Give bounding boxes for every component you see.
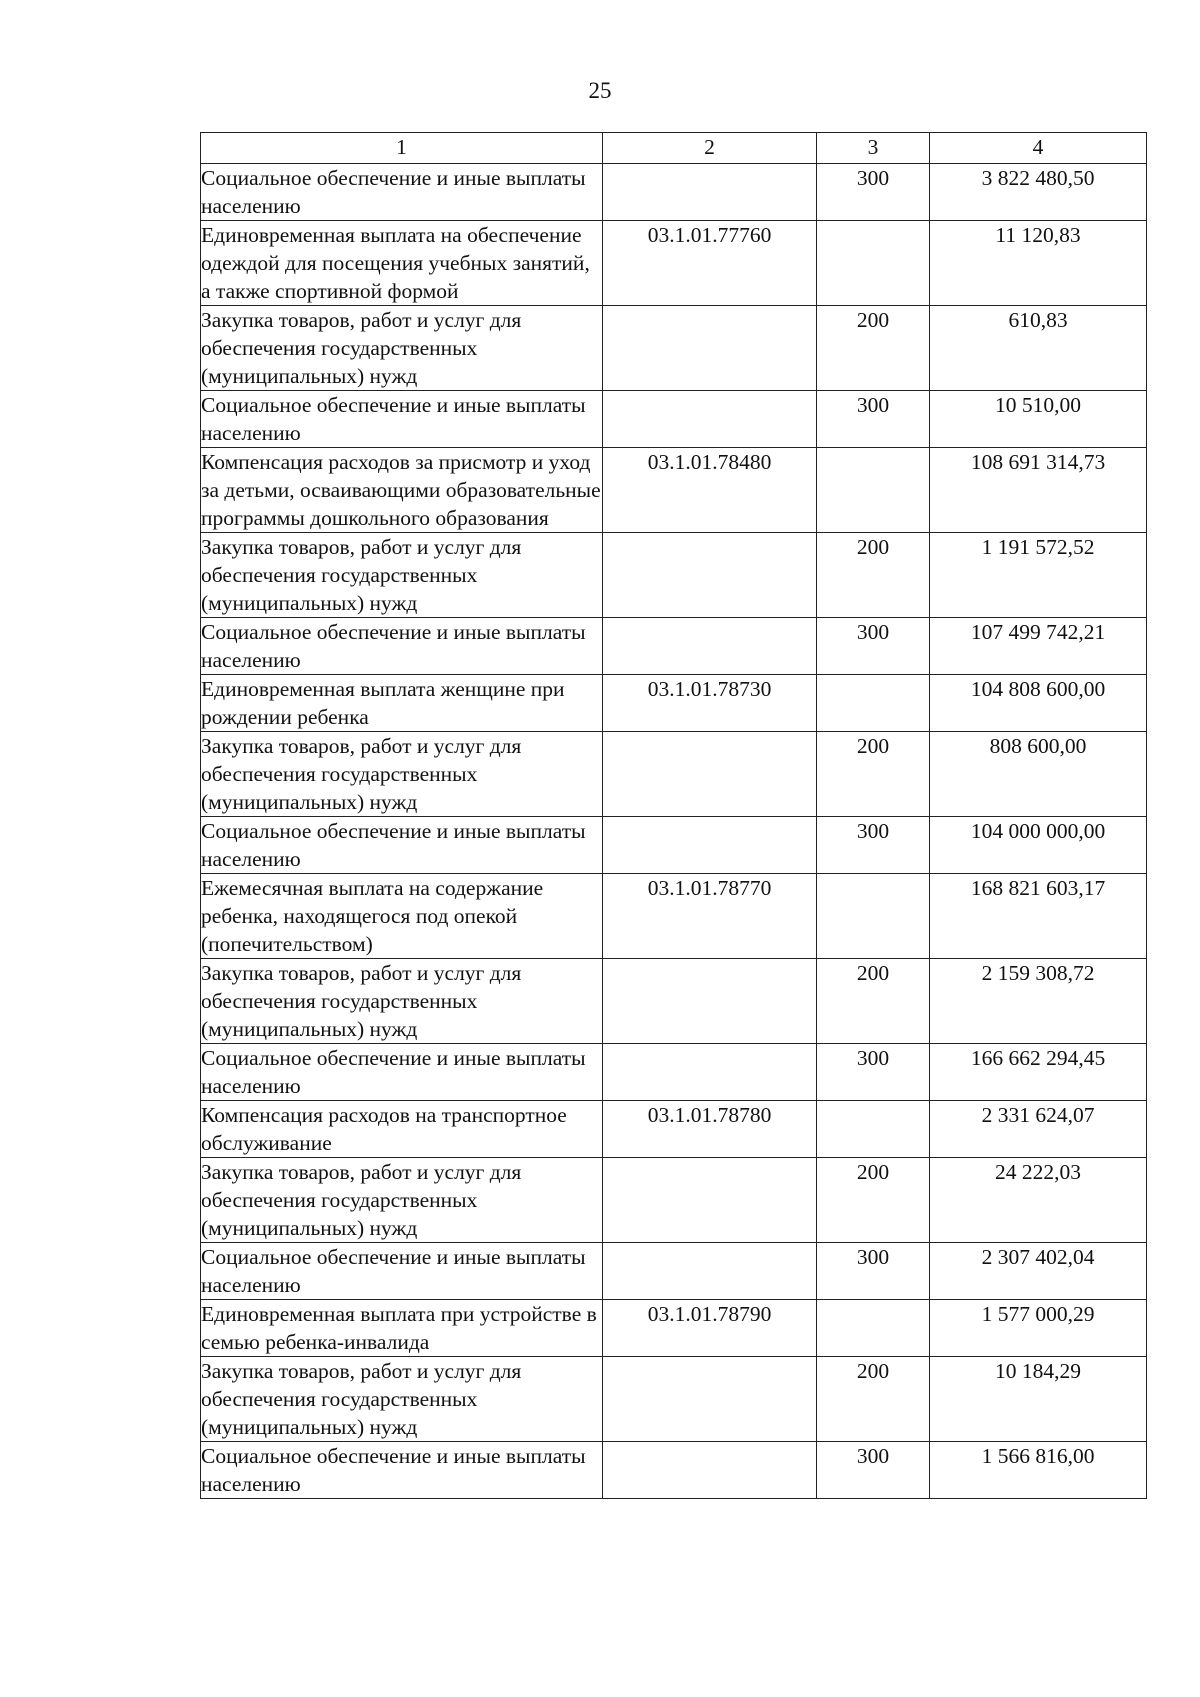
row-amount-cell: 808 600,00: [930, 732, 1147, 817]
row-code-cell: [603, 1243, 817, 1300]
row-amount-cell: 1 191 572,52: [930, 533, 1147, 618]
row-code-cell: 03.1.01.78730: [603, 675, 817, 732]
row-code-cell: [603, 164, 817, 221]
row-amount-cell: 2 159 308,72: [930, 959, 1147, 1044]
row-name-cell: Компенсация расходов за присмотр и уход за детьми, осваивающими образовательные программы дошкольного образования: [201, 448, 603, 533]
row-kind-cell: 200: [817, 306, 930, 391]
row-kind-cell: 300: [817, 817, 930, 874]
row-amount-cell: 168 821 603,17: [930, 874, 1147, 959]
table-row: [201, 1300, 1147, 1357]
row-kind-cell: [817, 221, 930, 306]
table-row: [201, 732, 1147, 817]
table-row: [201, 533, 1147, 618]
column-header-amount: 4: [930, 133, 1147, 164]
row-name-cell: Единовременная выплата на обеспечение одеждой для посещения учебных занятий, а также спортивной формой: [201, 221, 603, 306]
row-kind-cell: 300: [817, 164, 930, 221]
table-row: [201, 1044, 1147, 1101]
row-kind-cell: 200: [817, 959, 930, 1044]
row-kind-cell: 200: [817, 1357, 930, 1442]
row-name-cell: Закупка товаров, работ и услуг для обеспечения государственных (муниципальных) нужд: [201, 1158, 603, 1243]
row-amount-cell: 2 307 402,04: [930, 1243, 1147, 1300]
table-row: [201, 1442, 1147, 1499]
table-row: [201, 874, 1147, 959]
row-amount-cell: 1 566 816,00: [930, 1442, 1147, 1499]
column-header-name: 1: [201, 133, 603, 164]
table-row: [201, 959, 1147, 1044]
row-name-cell: Единовременная выплата при устройстве в семью ребенка-инвалида: [201, 1300, 603, 1357]
row-code-cell: [603, 618, 817, 675]
row-code-cell: 03.1.01.78790: [603, 1300, 817, 1357]
row-name-cell: Социальное обеспечение и иные выплаты населению: [201, 817, 603, 874]
row-amount-cell: 104 808 600,00: [930, 675, 1147, 732]
table-row: [201, 221, 1147, 306]
row-code-cell: [603, 391, 817, 448]
row-name-cell: Социальное обеспечение и иные выплаты населению: [201, 1243, 603, 1300]
table-row: [201, 1101, 1147, 1158]
row-kind-cell: [817, 1300, 930, 1357]
row-code-cell: [603, 732, 817, 817]
row-amount-cell: 1 577 000,29: [930, 1300, 1147, 1357]
column-header-code: 2: [603, 133, 817, 164]
table-row: [201, 817, 1147, 874]
row-amount-cell: 10 184,29: [930, 1357, 1147, 1442]
row-code-cell: 03.1.01.78780: [603, 1101, 817, 1158]
row-kind-cell: 300: [817, 618, 930, 675]
row-kind-cell: 200: [817, 533, 930, 618]
table-row: [201, 164, 1147, 221]
row-amount-cell: 10 510,00: [930, 391, 1147, 448]
row-kind-cell: 200: [817, 1158, 930, 1243]
column-header-kind: 3: [817, 133, 930, 164]
row-kind-cell: 300: [817, 1243, 930, 1300]
table-row: [201, 1243, 1147, 1300]
budget-table: [200, 132, 1147, 1499]
table-row: [201, 675, 1147, 732]
row-kind-cell: 300: [817, 1044, 930, 1101]
row-kind-cell: [817, 675, 930, 732]
row-code-cell: [603, 817, 817, 874]
table-row: [201, 306, 1147, 391]
row-code-cell: 03.1.01.77760: [603, 221, 817, 306]
table-body: [201, 164, 1147, 1499]
row-code-cell: [603, 533, 817, 618]
row-kind-cell: 300: [817, 391, 930, 448]
table-row: [201, 1158, 1147, 1243]
row-name-cell: Социальное обеспечение и иные выплаты населению: [201, 391, 603, 448]
table-row: [201, 391, 1147, 448]
row-code-cell: [603, 306, 817, 391]
table-header-row: [201, 133, 1147, 164]
row-name-cell: Закупка товаров, работ и услуг для обеспечения государственных (муниципальных) нужд: [201, 533, 603, 618]
row-code-cell: [603, 1044, 817, 1101]
row-kind-cell: 300: [817, 1442, 930, 1499]
row-code-cell: [603, 1442, 817, 1499]
row-name-cell: Социальное обеспечение и иные выплаты населению: [201, 1044, 603, 1101]
row-amount-cell: 107 499 742,21: [930, 618, 1147, 675]
row-kind-cell: [817, 1101, 930, 1158]
row-amount-cell: 166 662 294,45: [930, 1044, 1147, 1101]
row-amount-cell: 108 691 314,73: [930, 448, 1147, 533]
row-name-cell: Ежемесячная выплата на содержание ребенка, находящегося под опекой (попечительством): [201, 874, 603, 959]
row-name-cell: Социальное обеспечение и иные выплаты населению: [201, 1442, 603, 1499]
row-name-cell: Компенсация расходов на транспортное обслуживание: [201, 1101, 603, 1158]
row-amount-cell: 11 120,83: [930, 221, 1147, 306]
row-kind-cell: [817, 874, 930, 959]
row-amount-cell: 2 331 624,07: [930, 1101, 1147, 1158]
row-amount-cell: 3 822 480,50: [930, 164, 1147, 221]
row-code-cell: [603, 1158, 817, 1243]
row-name-cell: Закупка товаров, работ и услуг для обеспечения государственных (муниципальных) нужд: [201, 306, 603, 391]
table-row: [201, 1357, 1147, 1442]
page-number: 25: [588, 78, 612, 103]
row-name-cell: Социальное обеспечение и иные выплаты населению: [201, 618, 603, 675]
row-kind-cell: [817, 448, 930, 533]
row-code-cell: 03.1.01.78480: [603, 448, 817, 533]
table-row: [201, 618, 1147, 675]
row-code-cell: 03.1.01.78770: [603, 874, 817, 959]
row-name-cell: Закупка товаров, работ и услуг для обеспечения государственных (муниципальных) нужд: [201, 959, 603, 1044]
row-kind-cell: 200: [817, 732, 930, 817]
row-name-cell: Закупка товаров, работ и услуг для обеспечения государственных (муниципальных) нужд: [201, 732, 603, 817]
row-code-cell: [603, 959, 817, 1044]
row-code-cell: [603, 1357, 817, 1442]
row-name-cell: Закупка товаров, работ и услуг для обеспечения государственных (муниципальных) нужд: [201, 1357, 603, 1442]
table-row: [201, 448, 1147, 533]
row-amount-cell: 610,83: [930, 306, 1147, 391]
row-amount-cell: 24 222,03: [930, 1158, 1147, 1243]
row-amount-cell: 104 000 000,00: [930, 817, 1147, 874]
row-name-cell: Социальное обеспечение и иные выплаты населению: [201, 164, 603, 221]
row-name-cell: Единовременная выплата женщине при рождении ребенка: [201, 675, 603, 732]
